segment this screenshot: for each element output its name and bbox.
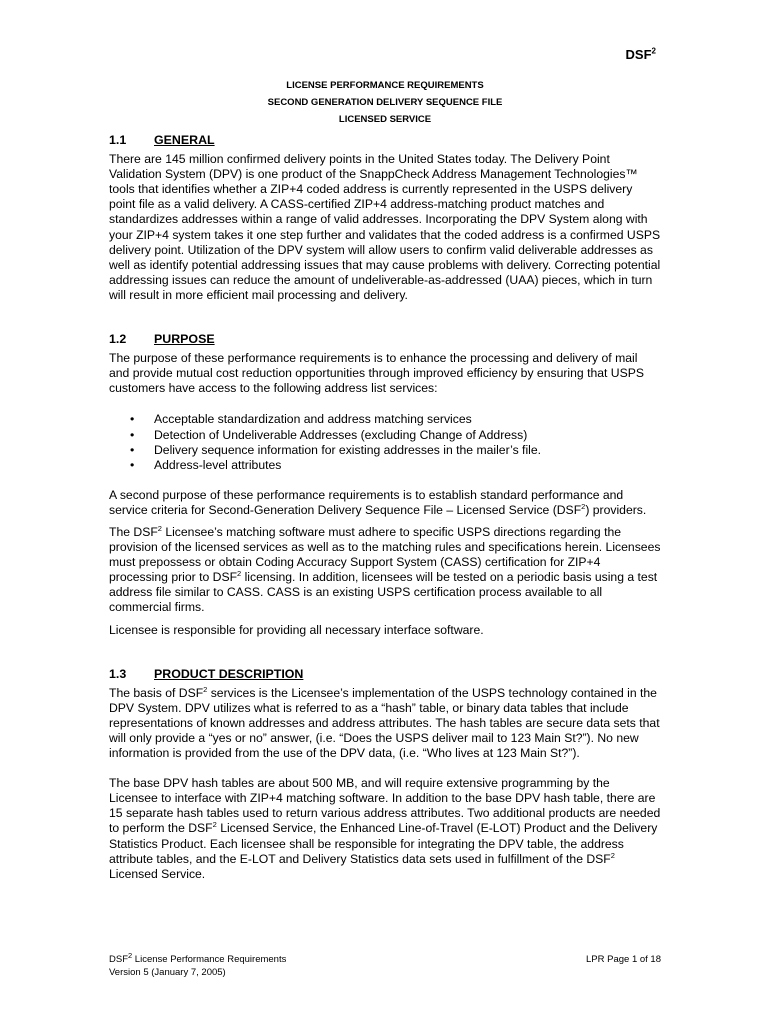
page-number: LPR Page 1 of 18	[586, 954, 661, 965]
list-item: • Address-level attributes	[109, 458, 661, 473]
paragraph: A second purpose of these performance requirements is to establish standard performance and service criteria for Second-Generation Delivery Sequence File – Licensed Service (DSF$^2$) providers.	[109, 487, 647, 517]
page-footer	[109, 950, 661, 979]
paragraph: The purpose of these performance requirements is to enhance the processing and delivery of mail and provide mutual cost reduction opportunities through improved efficiency by ensuring that USPS customers have access to the following address list services:	[109, 351, 644, 396]
paragraph: There are 145 million confirmed delivery points in the United States today. The Delivery Point Validation System (DPV) is one product of the SnappCheck Address Management Technologies™ tools that identifies whether a ZIP+4 coded address is currently represented in the USPS delivery point file as a valid delivery. A CASS-certified ZIP+4 address-matching product matches and standardizes addresses within a range of valid addresses. Incorporating the DPV System along with your ZIP+4 system takes it one step further and validates that the coded address is a confirmed USPS delivery point. Utilization of the DPV system will allow users to confirm valid deliverable addresses as well as identify potential addressing issues that may cause problems with delivery. Correcting potential addressing issues can reduce the amount of undeliverable-as-addressed (UAA) pieces, which in turn will result in more efficient mail processing and delivery.	[109, 152, 661, 302]
paragraph: The basis of DSF$^2$ services is the Licensee’s implementation of the USPS technology contained in the DPV System. DPV utilizes what is referred to as a “hash” table, or binary data tables that include representations of known addresses and address attributes. The hash tables are secure data sets that will only provide a “yes or no” answer, (i.e. “Does the USPS deliver mail to 123 Main St?”). No new information is provided from the use of the DPV data, (i.e. “Who lives at 123 Main St?”).	[109, 684, 660, 761]
footer-doc-title: DSF$^2$ License Performance Requirements	[109, 950, 287, 965]
bullet-list	[109, 412, 661, 472]
paragraph: The DSF$^2$ Licensee’s matching software must adhere to specific USPS directions regarding the provision of the licensed services as well as to the matching rules and specifications herein. Licensees must prepossess or obtain Coding Accuracy Support System (CASS) certification for ZIP+4 processing prior to DSF$^2$ licensing. In addition, licensees will be tested on a periodic basis using a test address file similar to CASS. CASS is an existing USPS certification process available to all commercial firms.	[109, 523, 661, 615]
document-body	[109, 133, 661, 882]
list-item: • Detection of Undeliverable Addresses (excluding Change of Address)	[109, 428, 661, 443]
title-line: SECOND GENERATION DELIVERY SEQUENCE FILE	[267, 97, 503, 108]
section-heading-purpose: 1.2 PURPOSE	[109, 332, 215, 347]
section-heading-product-description: 1.3 PRODUCT DESCRIPTION	[109, 666, 304, 681]
list-item: • Acceptable standardization and address matching services	[109, 412, 661, 427]
document-titles	[0, 77, 770, 128]
footer-version: Version 5 (January 7, 2005)	[109, 967, 226, 978]
header-label: DSF$^2$	[625, 46, 656, 62]
title-line: LICENSE PERFORMANCE REQUIREMENTS	[286, 80, 484, 91]
paragraph: The base DPV hash tables are about 500 MB, and will require extensive programming by the Licensee to interface with ZIP+4 matching software. In addition to the base DPV hash table, there are 15 separate hash tables used to return various address attributes. Two additional products are needed to perform the DSF$^2$ Licensed Service, the Enhanced Line-of-Travel (E-LOT) Product and the Delivery Statistics Product. Each licensee shall be responsible for integrating the DPV table, the address attribute tables, and the E-LOT and Delivery Statistics data sets used in fulfillment of the DSF$^2$ Licensed Service.	[109, 776, 661, 881]
section-heading-general: 1.1 GENERAL	[109, 133, 215, 147]
title-line: LICENSED SERVICE	[338, 114, 432, 125]
paragraph: Licensee is responsible for providing all necessary interface software.	[109, 622, 484, 637]
list-item: • Delivery sequence information for existing addresses in the mailer’s file.	[109, 443, 661, 458]
